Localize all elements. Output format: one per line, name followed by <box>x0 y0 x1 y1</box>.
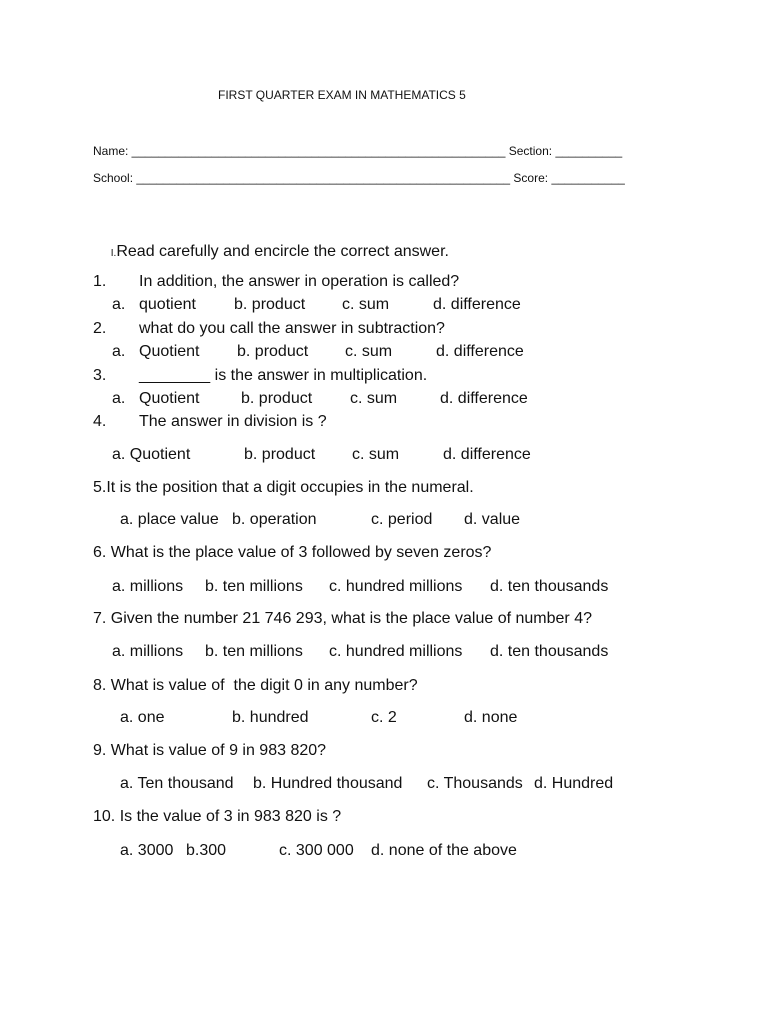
instruction-marker: I. <box>110 248 117 259</box>
option-c: c. 300 000 <box>279 842 354 859</box>
option-d: d. ten thousands <box>490 578 609 595</box>
option-d: d. difference <box>440 390 528 407</box>
option-a: a. place value <box>120 511 219 528</box>
option-letter: a. <box>112 343 126 360</box>
question-text: In addition, the answer in operation is called? <box>139 273 460 290</box>
question-number: 1. <box>93 273 107 290</box>
option-c: c. sum <box>352 446 400 463</box>
option-c: c. sum <box>350 390 398 407</box>
option-c: c. sum <box>345 343 393 360</box>
option-b: b. Hundred thousand <box>253 775 403 792</box>
school-score-line: School: ________________________________________________________ Score: ___________ <box>93 171 625 185</box>
option-a: Quotient <box>139 390 200 407</box>
option-letter: a. <box>112 296 126 313</box>
question-text: 7. Given the number 21 746 293, what is the place value of number 4? <box>93 610 592 627</box>
exam-title: FIRST QUARTER EXAM IN MATHEMATICS 5 <box>218 88 466 102</box>
question-text: 6. What is the place value of 3 followed by seven zeros? <box>93 544 492 561</box>
option-c: c. 2 <box>371 709 397 726</box>
option-c: c. hundred millions <box>329 578 463 595</box>
option-b: b. product <box>241 390 313 407</box>
question-text: 8. What is value of the digit 0 in any number? <box>93 677 418 694</box>
option-d: d. none of the above <box>371 842 517 859</box>
option-a: a. millions <box>112 643 184 660</box>
option-d: d. value <box>464 511 521 528</box>
option-a: a. one <box>120 709 165 726</box>
instruction-text: Read carefully and encircle the correct answer. <box>116 243 449 260</box>
option-letter: a. <box>112 390 126 407</box>
question-text: The answer in division is ? <box>139 413 327 430</box>
question-text: 9. What is value of 9 in 983 820? <box>93 742 327 759</box>
option-a: Quotient <box>139 343 200 360</box>
option-c: c. hundred millions <box>329 643 463 660</box>
option-d: d. difference <box>436 343 524 360</box>
option-c: c. Thousands <box>427 775 523 792</box>
option-d: d. ten thousands <box>490 643 609 660</box>
question-number: 4. <box>93 413 107 430</box>
option-b: b. ten millions <box>205 643 303 660</box>
question-number: 3. <box>93 367 107 384</box>
option-b: b. ten millions <box>205 578 303 595</box>
option-b: b. operation <box>232 511 317 528</box>
option-a: a. 3000 <box>120 842 174 859</box>
option-d: d. difference <box>443 446 531 463</box>
instruction <box>93 228 449 276</box>
name-section-line: Name: ________________________________________________________ Section: __________ <box>93 144 623 158</box>
option-b: b. hundred <box>232 709 309 726</box>
option-a: a. Quotient <box>112 446 191 463</box>
question-text: what do you call the answer in subtraction? <box>139 320 445 337</box>
question-text: 10. Is the value of 3 in 983 820 is ? <box>93 808 342 825</box>
question-number: 2. <box>93 320 107 337</box>
question-text: 5.It is the position that a digit occupies in the numeral. <box>93 479 474 496</box>
option-b: b.300 <box>186 842 227 859</box>
question-text: ________ is the answer in multiplication. <box>139 367 428 384</box>
option-d: d. Hundred <box>534 775 614 792</box>
option-a: a. Ten thousand <box>120 775 234 792</box>
option-b: b. product <box>237 343 309 360</box>
option-b: b. product <box>234 296 306 313</box>
option-d: d. none <box>464 709 518 726</box>
option-d: d. difference <box>433 296 521 313</box>
option-b: b. product <box>244 446 316 463</box>
option-c: c. sum <box>342 296 390 313</box>
option-a: quotient <box>139 296 196 313</box>
option-a: a. millions <box>112 578 184 595</box>
option-c: c. period <box>371 511 433 528</box>
